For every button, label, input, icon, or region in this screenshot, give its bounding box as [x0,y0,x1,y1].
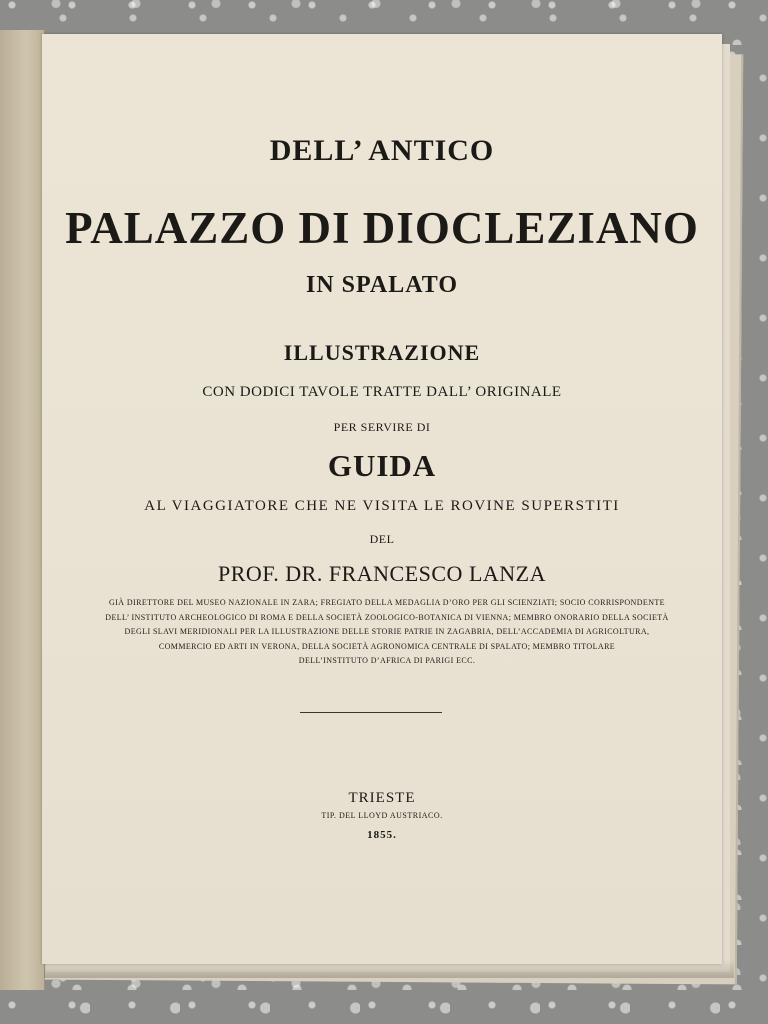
subtitle-illustrazione: ILLUSTRAZIONE [283,340,481,365]
credits-line: DELL’ INSTITUTO ARCHEOLOGICO DI ROMA E DELLA SOCIETÀ ZOOLOGICO-BOTANICA DI VIENNA; MEMBRO ONORARIO DELLA SOCIETÀ [105,612,669,622]
main-title: PALAZZO DI DIOCLEZIANO [65,203,699,253]
subtitle-del: DEL [369,532,395,546]
credits-line: DELL’INSTITUTO D’AFRICA DI PARIGI ECC. [298,656,476,665]
subtitle-guida: GUIDA [327,448,437,483]
credits-line: COMMERCIO ED ARTI IN VERONA, DELLA SOCIETÀ AGRONOMICA CENTRALE DI SPALATO; MEMBRO TITOLARE [158,641,616,651]
subtitle-viaggiatore: AL VIAGGIATORE CHE NE VISITA LE ROVINE SUPERSTITI [144,498,620,514]
divider-rule [300,712,442,713]
title-line-1: DELL’ ANTICO [269,134,495,167]
title-location: IN SPALATO [305,272,459,298]
imprint-city: TRIESTE [348,790,416,806]
subtitle-tavole: CON DODICI TAVOLE TRATTE DALL’ ORIGINALE [202,384,562,400]
previous-page-edge [0,30,45,990]
credits-line: DEGLI SLAVI MERIDIONALI PER LA ILLUSTRAZIONE DELLE STORIE PATRIE IN ZAGABRIA, DELL’ACCADEMIA DI AGRICOLTURA, [124,627,650,636]
imprint-year: 1855. [367,829,397,841]
subtitle-per-servire: PER SERVIRE DI [333,420,431,434]
title-page [42,34,722,964]
imprint-printer: TIP. DEL LLOYD AUSTRIACO. [321,811,443,820]
credits-line: GIÀ DIRETTORE DEL MUSEO NAZIONALE IN ZARA; FREGIATO DELLA MEDAGLIA D’ORO PER GLI SCIENZIATI; SOCIO CORRISPONDENTE [109,598,665,607]
author-credits [82,596,692,669]
author-name: PROF. DR. FRANCESCO LANZA [218,561,546,586]
